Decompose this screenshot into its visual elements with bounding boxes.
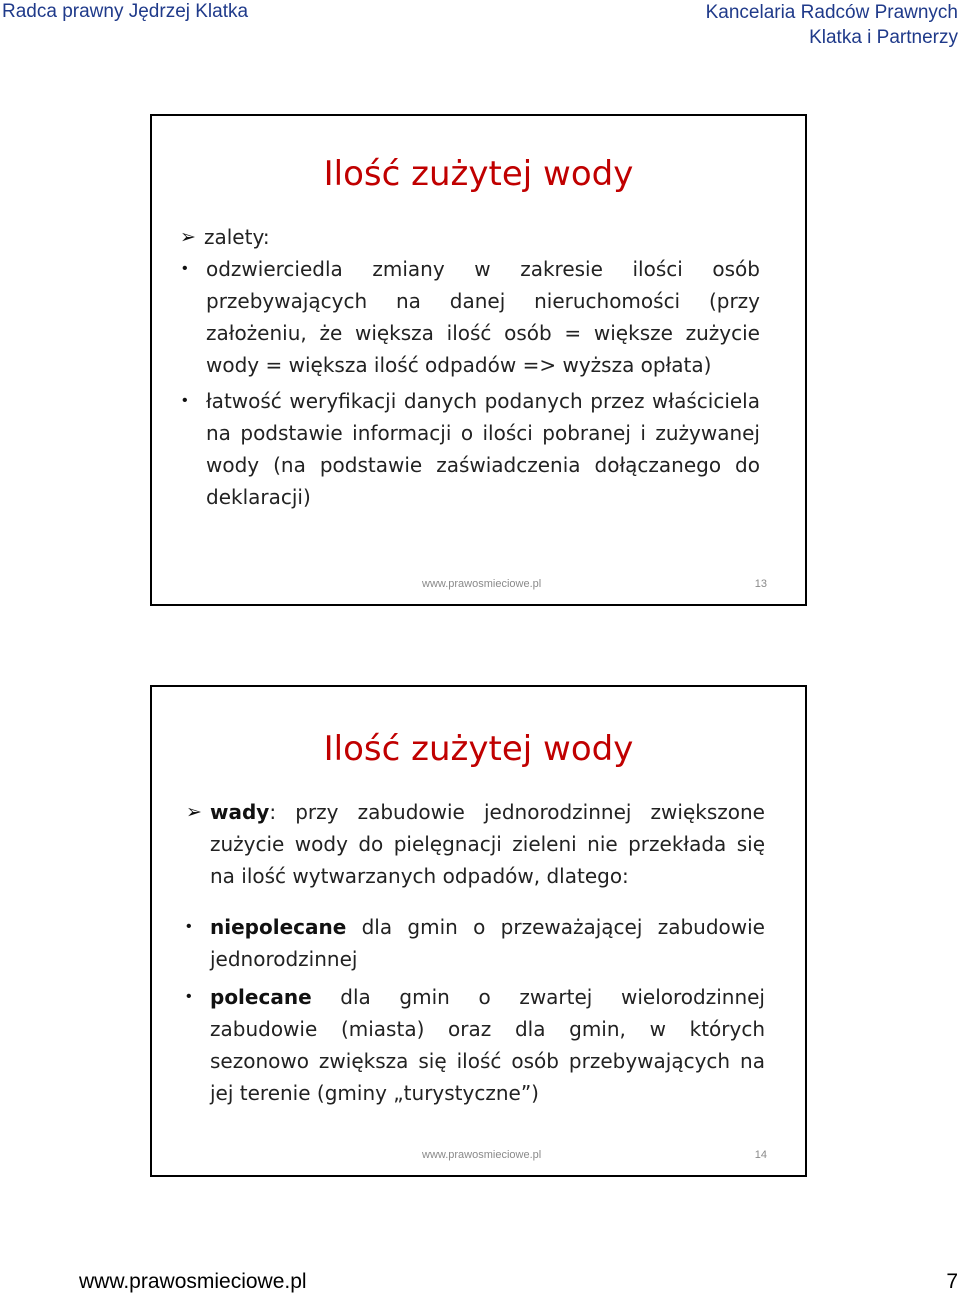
slide-page-number: 13 xyxy=(754,578,767,590)
slide-14 xyxy=(150,685,807,1177)
arrow-bullet-icon: ➢ xyxy=(180,226,196,248)
header-firm-line1: Kancelaria Radców Prawnych xyxy=(705,2,958,23)
bullet-bold: polecane xyxy=(210,985,312,1009)
bullet-icon: • xyxy=(182,392,188,409)
slide-title: Ilość zużytej wody xyxy=(323,729,634,769)
arrow-bullet-icon: ➢ xyxy=(186,801,202,823)
arrow-item-text xyxy=(210,796,765,892)
bullet-text: łatwość weryfikacji danych podanych przez właściciela na podstawie informacji o ilości pobranej i zużywanej wody (na podstawie zaświadczenia dołączanego do deklaracji) xyxy=(206,389,760,509)
bullet-icon: • xyxy=(186,988,192,1005)
page-number: 7 xyxy=(946,1270,958,1293)
bullet-icon: • xyxy=(186,918,192,935)
arrow-item-bold: wady xyxy=(210,800,270,824)
bullet-bold: niepolecane xyxy=(210,915,347,939)
bullet-icon: • xyxy=(182,260,188,277)
page-footer-url: www.prawosmieciowe.pl xyxy=(79,1270,307,1293)
header-author: Radca prawny Jędrzej Klatka xyxy=(2,1,249,22)
bullet-rest: dla gmin o przeważającej zabudowie jednorodzinnej xyxy=(210,915,765,971)
header-firm xyxy=(706,0,958,50)
arrow-item-label: zalety: xyxy=(204,225,270,249)
slide-page-number: 14 xyxy=(754,1149,767,1161)
slide-title: Ilość zużytej wody xyxy=(323,154,634,194)
bullet-text xyxy=(210,911,765,975)
bullet-rest: dla gmin o zwartej wielorodzinnej zabudowie (miasta) oraz dla gmin, w których sezonowo zwiększa się ilość osób przebywających na jej terenie (gminy „turystyczne”) xyxy=(210,985,765,1105)
arrow-item-rest: : przy zabudowie jednorodzinnej zwiększone zużycie wody do pielęgnacji zieleni nie przekłada się na ilość wytwarzanych odpadów, dlatego: xyxy=(210,800,765,888)
bullet-text xyxy=(210,981,765,1109)
slide-footer-url: www.prawosmieciowe.pl xyxy=(422,1149,542,1161)
slide-13 xyxy=(150,114,807,606)
header-firm-line2: Klatka i Partnerzy xyxy=(809,27,958,48)
bullet-text: odzwierciedla zmiany w zakresie ilości osób przebywających na danej nieruchomości (przy założeniu, że większa ilość osób = większe zużycie wody = większa ilość odpadów => wyższa opłata) xyxy=(206,257,760,377)
slide-footer-url: www.prawosmieciowe.pl xyxy=(422,578,542,590)
arrow-item xyxy=(180,221,270,253)
